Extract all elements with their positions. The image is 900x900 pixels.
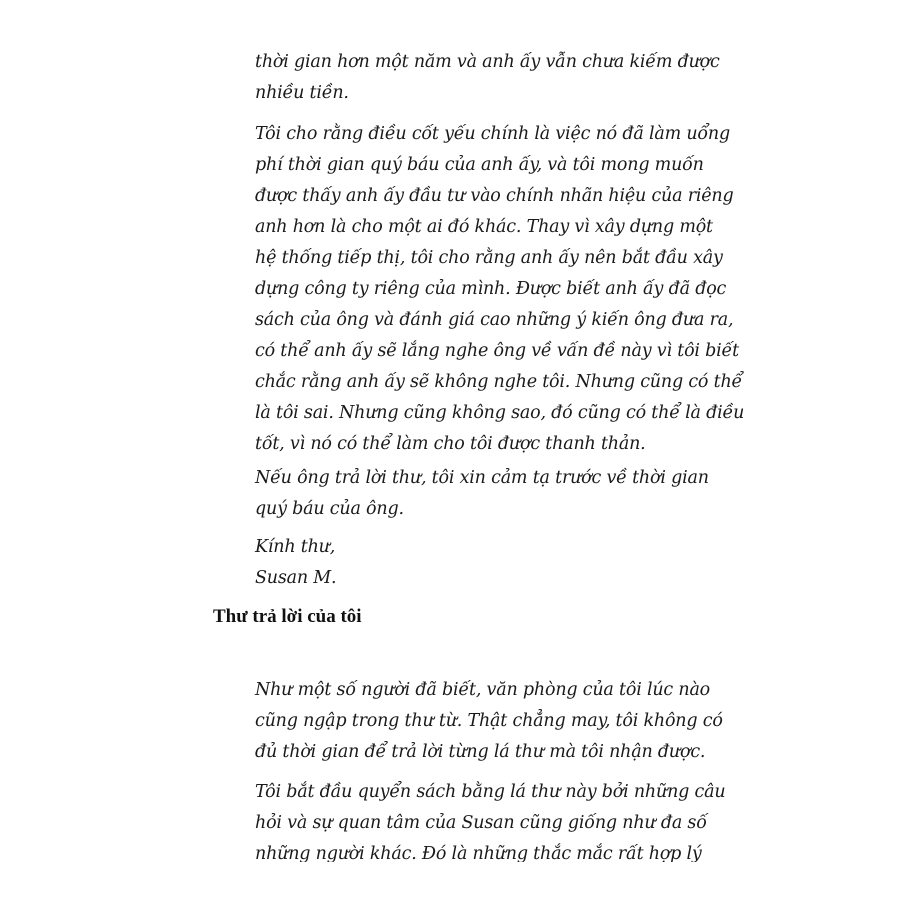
text-line: anh hơn là cho một ai đó khác. Thay vì xây dựng một [255, 217, 713, 237]
signature: Susan M. [255, 568, 337, 588]
text-line: hệ thống tiếp thị, tôi cho rằng anh ấy nên bắt đầu xây [255, 248, 723, 268]
text-line: nhiều tiền. [255, 83, 349, 103]
text-line: Như một số người đã biết, văn phòng của tôi lúc nào [255, 680, 711, 700]
section-heading: Thư trả lời của tôi [213, 606, 362, 627]
text-line: được thấy anh ấy đầu tư vào chính nhãn hiệu của riêng [255, 186, 734, 206]
text-line: thời gian hơn một năm và anh ấy vẫn chưa kiếm được [255, 52, 720, 72]
text-line: dựng công ty riêng của mình. Được biết anh ấy đã đọc [255, 279, 727, 299]
text-line: phí thời gian quý báu của anh ấy, và tôi mong muốn [255, 155, 704, 175]
text-line: Nếu ông trả lời thư, tôi xin cảm tạ trước về thời gian [255, 468, 709, 488]
text-line: có thể anh ấy sẽ lắng nghe ông về vấn đề này vì tôi biết [255, 341, 739, 361]
text-line: sách của ông và đánh giá cao những ý kiến ông đưa ra, [255, 310, 734, 330]
text-line: là tôi sai. Nhưng cũng không sao, đó cũng có thể là điều [255, 403, 745, 423]
text-line: đủ thời gian để trả lời từng lá thư mà tôi nhận được. [255, 742, 706, 762]
text-line: chắc rằng anh ấy sẽ không nghe tôi. Nhưng cũng có thể [255, 372, 743, 392]
text-line: tốt, vì nó có thể làm cho tôi được thanh thản. [255, 434, 646, 454]
closing: Kính thư, [255, 537, 336, 557]
text-line: cũng ngập trong thư từ. Thật chẳng may, tôi không có [255, 711, 723, 731]
text-line: hỏi và sự quan tâm của Susan cũng giống như đa số [255, 813, 707, 833]
text-line: Tôi bắt đầu quyển sách bằng lá thư này bởi những câu [255, 782, 726, 802]
text-line: những người khác. Đó là những thắc mắc rất hợp lý [255, 844, 702, 862]
text-line: Tôi cho rằng điều cốt yếu chính là việc nó đã làm uổng [255, 124, 730, 144]
text-line: quý báu của ông. [255, 499, 404, 519]
